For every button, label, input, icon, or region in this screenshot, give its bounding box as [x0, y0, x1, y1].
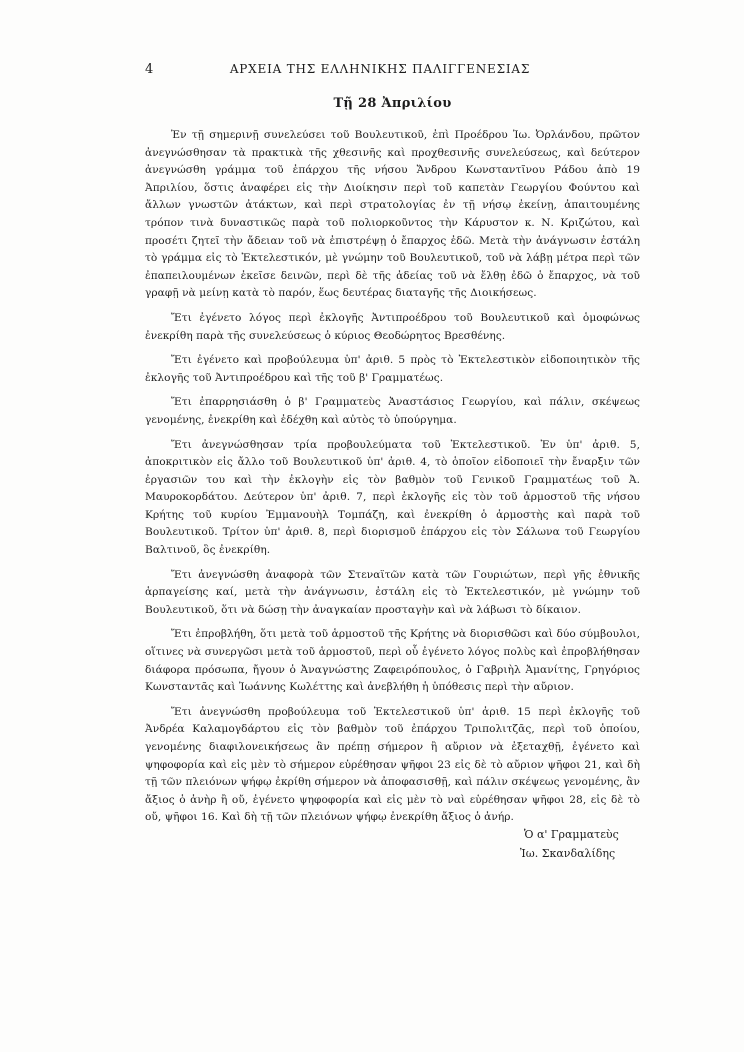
paragraph: Ἔτι ἐπροβλήθη, ὅτι μετὰ τοῦ ἁρμοστοῦ τῆς Κρήτης νὰ διορισθῶσι καὶ δύο σύμβουλοι, οἵτινες νὰ συνεργῶσι μετὰ τοῦ ἁρμοστοῦ, περὶ οὗ ἐγένετο λόγος πολὺς καὶ ἐπροβλήθησαν διάφορα πρόσωπα, ἤγουν ὁ Ἀναγνώστης Ζαφειρόπουλος, ὁ Γαβριὴλ Ἀμανίτης, Γρηγόριος Κωνσταντᾶς καὶ Ἰωάννης Κωλέττης καὶ ἀνεβλήθη ἡ ὑπόθεσις περὶ τὴν αὔριον.	[145, 628, 640, 694]
paragraph: Ἔτι ἀνεγνώσθη προβούλευμα τοῦ Ἐκτελεστικοῦ ὑπ' ἀριθ. 15 περὶ ἐκλογῆς τοῦ Ἀνδρέα Καλαμογδάρτου εἰς τὸν βαθμὸν τοῦ ἐπάρχου Τριπολιτζᾶς, περὶ τοῦ ὁποίου, γενομένης διαφιλονεικήσεως ἂν πρέπῃ σήμερον ἢ αὔριον νὰ ἐξεταχθῇ, ἐγένετο καὶ ψηφοφορία καὶ εἰς μὲν τὸ σήμερον εὑρέθησαν ψῆφοι 23 εἰς δὲ τὸ αὔριον ψῆφοι 21, καὶ δὴ τῇ τῶν πλειόνων ψήφῳ ἐκρίθη σήμερον νὰ ἀποφασισθῇ, καὶ πάλιν σκέψεως γενομένης, ἂν ἄξιος ὁ ἀνὴρ ἢ οὔ, ἐγένετο ψηφοφορία καὶ εἰς μὲν τὸ ναὶ εὑρέθησαν ψῆφοι 28, εἰς δὲ τὸ οὔ, ψῆφοι 16. Καὶ δὴ τῇ τῶν πλειόνων ψήφῳ ἐνεκρίθη ἄξιος ὁ ἀνήρ.	[145, 705, 640, 824]
page-header	[145, 62, 615, 82]
signatory-name: Ἰω. Σκανδαλίδης	[520, 847, 616, 860]
signatory-role: Ὁ α' Γραμματεὺς	[524, 828, 619, 841]
paragraph: Ἔτι ἐγένετο λόγος περὶ ἐκλογῆς Ἀντιπροέδρου τοῦ Βουλευτικοῦ καὶ ὁμοφώνως ἐνεκρίθη παρὰ τῆς συνελεύσεως ὁ κύριος Θεοδώρητος Βρεσθένης.	[145, 311, 640, 342]
signature-block	[520, 825, 680, 863]
paragraph: Ἔτι ἀνεγνώσθη ἀναφορὰ τῶν Στεναϊτῶν κατὰ τῶν Γουριώτων, περὶ γῆς ἐθνικῆς ἁρπαγείσης καί, μετὰ τὴν ἀνάγνωσιν, ἐστάλη εἰς τὸ Ἐκτελεστικόν, μὲ γνώμην τοῦ Βουλευτικοῦ, ὅτι νὰ δώσῃ τὴν ἀναγκαίαν προσταγὴν καὶ νὰ λάβωσι τὸ δίκαιον.	[145, 568, 640, 616]
paragraph: Ἔτι ἐγένετο καὶ προβούλευμα ὑπ' ἀριθ. 5 πρὸς τὸ Ἐκτελεστικὸν εἰδοποιητικὸν τῆς ἐκλογῆς τοῦ Ἀντιπροέδρου καὶ τῆς τοῦ β' Γραμματέως.	[145, 354, 640, 384]
page-number: 4	[145, 62, 154, 77]
paragraph: Ἔτι ἐπαρρησιάσθη ὁ β' Γραμματεὺς Ἀναστάσιος Γεωργίου, καὶ πάλιν, σκέψεως γενομένης, ἐνεκρίθη καὶ ἐδέχθη καὶ αὐτὸς τὸ ὑπούργημα.	[145, 396, 640, 426]
paragraph: Ἔτι ἀνεγνώσθησαν τρία προβουλεύματα τοῦ Ἐκτελεστικοῦ. Ἐν ὑπ' ἀριθ. 5, ἀποκριτικὸν εἰς ἄλλο τοῦ Βουλευτικοῦ ὑπ' ἀριθ. 4, τὸ ὁποῖον εἰδοποιεῖ τὴν ἔναρξιν τῶν ἐργασιῶν του καὶ τὴν ἐκλογὴν εἰς τὸν βαθμὸν τοῦ Γενικοῦ Γραμματέως τοῦ Ἀ. Μαυροκορδάτου. Δεύτερον ὑπ' ἀριθ. 7, περὶ ἐκλογῆς εἰς τὸν τοῦ ἁρμοστοῦ τῆς νήσου Κρήτης τοῦ κυρίου Ἐμμανουὴλ Τομπάζη, καὶ ἐνεκρίθη ὁ ἁρμοστὴς καὶ παρὰ τοῦ Βουλευτικοῦ. Τρίτον ὑπ' ἀριθ. 8, περὶ διορισμοῦ ἐπάρχου εἰς τὸν Σάλωνα τοῦ Γεωργίου Βαλτινοῦ, ὃς ἐνεκρίθη.	[145, 438, 640, 557]
paragraph: Ἐν τῇ σημερινῇ συνελεύσει τοῦ Βουλευτικοῦ, ἐπὶ Προέδρου Ἰω. Ὀρλάνδου, πρῶτον ἀνεγνώσθησαν τὰ πρακτικὰ τῆς χθεσινῆς καὶ προχθεσινῆς συνελεύσεως, καὶ δεύτερον ἀνεγνώσθη γράμμα τοῦ ἐπάρχου τῆς νήσου Ἄνδρου Κωνσταντῖνου Ράδου ἀπὸ 19 Ἀπριλίου, ὅστις ἀναφέρει εἰς τὴν Διοίκησιν περὶ τοῦ καπετὰν Γεωργίου Φούντου καὶ ἄλλων γνωστῶν ἀτάκτων, καὶ περὶ στρατολογίας ἐν τῇ νήσῳ ἐκείνῃ, ἀπαιτουμένης τρόπον τινὰ δυναστικῶς παρὰ τοῦ πολιορκοῦντος τὴν Κάρυστον κ. Ν. Κριζώτου, καὶ προσέτι ζητεῖ τὴν ἄδειαν τοῦ νὰ ἐπιστρέψῃ ὁ ἔπαρχος ἐδῶ. Μετὰ τὴν ἀνάγνωσιν ἐστάλη τὸ γράμμα εἰς τὸ Ἐκτελεστικόν, μὲ γνώμην τοῦ Βουλευτικοῦ, τοῦ νὰ λάβῃ μέτρα περὶ τῶν ἐπαπειλουμένων ἐκεῖσε δεινῶν, περὶ δὲ τῆς ἀδείας τοῦ νὰ ἔλθῃ ἐδῶ ὁ ἔπαρχος, νὰ τοῦ γραφῇ νὰ μείνῃ κατὰ τὸ παρόν, ἕως δευτέρας διαταγῆς τῆς Διοικήσεως.	[145, 129, 640, 300]
minutes-body	[145, 127, 640, 834]
running-title: ΑΡΧΕΙΑ ΤΗΣ ΕΛΛΗΝΙΚΗΣ ΠΑΛΙΓΓΕΝΕΣΙΑΣ	[229, 62, 531, 76]
date-heading: Τῇ 28 Ἀπριλίου	[333, 96, 452, 111]
